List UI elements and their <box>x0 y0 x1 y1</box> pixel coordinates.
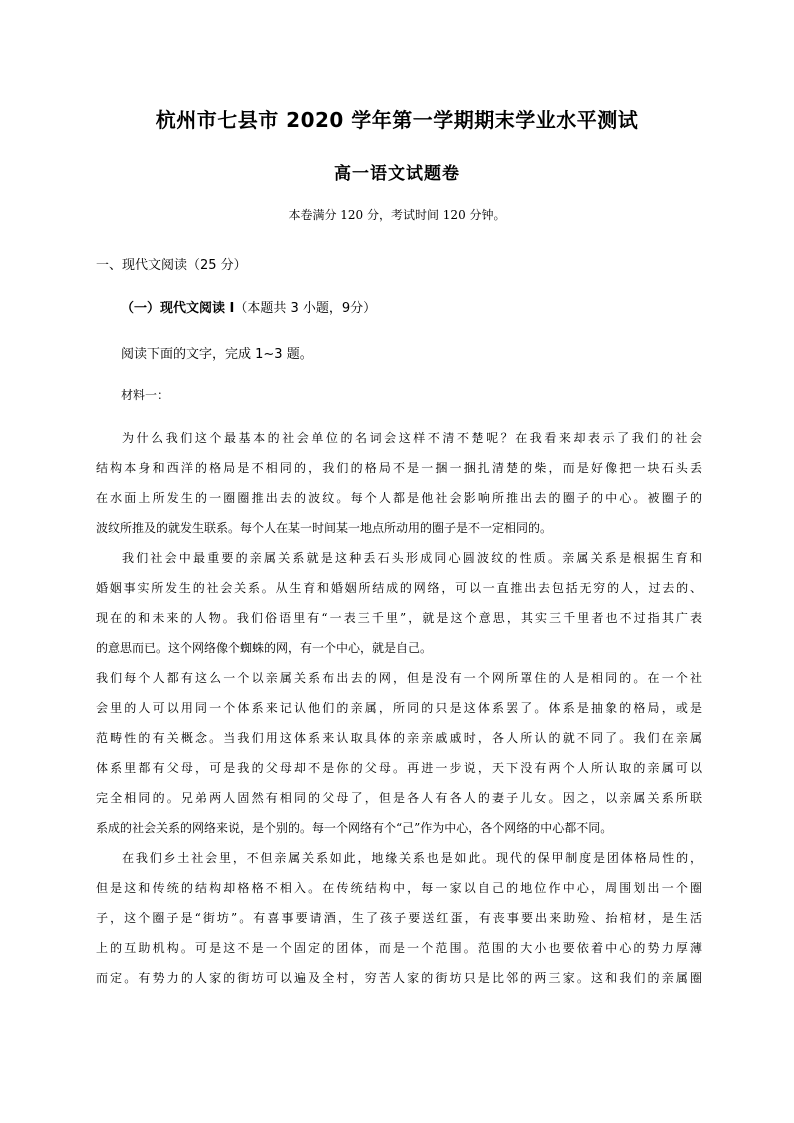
subsection-heading-bold: （一）现代文阅读 I <box>121 301 235 316</box>
passage-line: 但是这和传统的结构却格格不相入。在传统结构中，每一家以自己的地位作中心，周围划出一个圈 <box>96 881 702 895</box>
passage-line: 上的互助机构。可是这不是一个固定的团体，而是一个范围。范围的大小也要依着中心的势力厚薄 <box>96 941 702 955</box>
passage-line: 范畴性的有关概念。当我们用这体系来认取具体的亲亲戚戚时，各人所认的就不同了。我们在亲属 <box>96 731 702 745</box>
passage-line: 体系里都有父母，可是我的父母却不是你的父母。再进一步说，天下没有两个人所认取的亲属可以 <box>96 761 702 775</box>
subsection-heading <box>121 297 376 316</box>
passage-line: 在我们乡土社会里，不但亲属关系如此，地缘关系也是如此。现代的保甲制度是团体格局性的， <box>122 851 702 865</box>
passage-line: 我们每个人都有这么一个以亲属关系布出去的网，但是没有一个网所罩住的人是相同的。在一个社 <box>96 671 702 685</box>
passage-line: 会里的人可以用同一个体系来记认他们的亲属，所同的只是这体系罢了。体系是抽象的格局，或是 <box>96 701 702 715</box>
passage-text <box>96 428 702 998</box>
passage-line: 我们社会中最重要的亲属关系就是这种丢石头形成同心圆波纹的性质。亲属关系是根据生育和 <box>122 551 702 565</box>
passage-line: 子，这个圈子是“街坊”。有喜事要请酒，生了孩子要送红蛋，有丧事要出来助殓、抬棺材，是生活 <box>96 911 702 925</box>
exam-note: 本卷满分 120 分，考试时间 120 分钟。 <box>288 208 506 222</box>
passage-line: 波纹所推及的就发生联系。每个人在某一时间某一地点所动用的圈子是不一定相同的。 <box>96 521 553 535</box>
passage-line: 的意思而已。这个网络像个蜘蛛的网，有一个中心，就是自己。 <box>96 641 433 655</box>
passage-line: 为什么我们这个最基本的社会单位的名词会这样不清不楚呢？在我看来却表示了我们的社会 <box>122 431 702 445</box>
passage-line: 而定。有势力的人家的街坊可以遍及全村，穷苦人家的街坊只是比邻的两三家。这和我们的亲属圈 <box>96 971 702 985</box>
passage-line: 完全相同的。兄弟两人固然有相同的父母了，但是各人有各人的妻子儿女。因之，以亲属关系所联 <box>96 791 702 805</box>
subsection-heading-rest: （本题共 3 小题，9分） <box>234 301 377 316</box>
page-title: 杭州市七县市 2020 学年第一学期期末学业水平测试 <box>155 108 639 132</box>
passage-line: 系成的社会关系的网络来说，是个别的。每一个网络有个“己”作为中心，各个网络的中心都不同。 <box>96 821 613 835</box>
material-label: 材料一： <box>121 388 170 402</box>
page-subtitle: 高一语文试题卷 <box>334 164 460 184</box>
section-heading: 一、现代文阅读（25 分） <box>96 258 247 273</box>
passage-line: 婚姻事实所发生的社会关系。从生育和婚姻所结成的网络，可以一直推出去包括无穷的人，过去的、 <box>96 581 702 595</box>
passage-line: 在水面上所发生的一圈圈推出去的波纹。每个人都是他社会影响所推出去的圈子的中心。被圈子的 <box>96 491 702 505</box>
reading-instruction: 阅读下面的文字，完成 1~3 题。 <box>121 347 313 362</box>
passage-line: 结构本身和西洋的格局是不相同的，我们的格局不是一捆一捆扎清楚的柴，而是好像把一块石头丢 <box>96 461 702 475</box>
passage-line: 现在的和未来的人物。我们俗语里有“一表三千里”，就是这个意思，其实三千里者也不过指其广表 <box>96 611 702 625</box>
